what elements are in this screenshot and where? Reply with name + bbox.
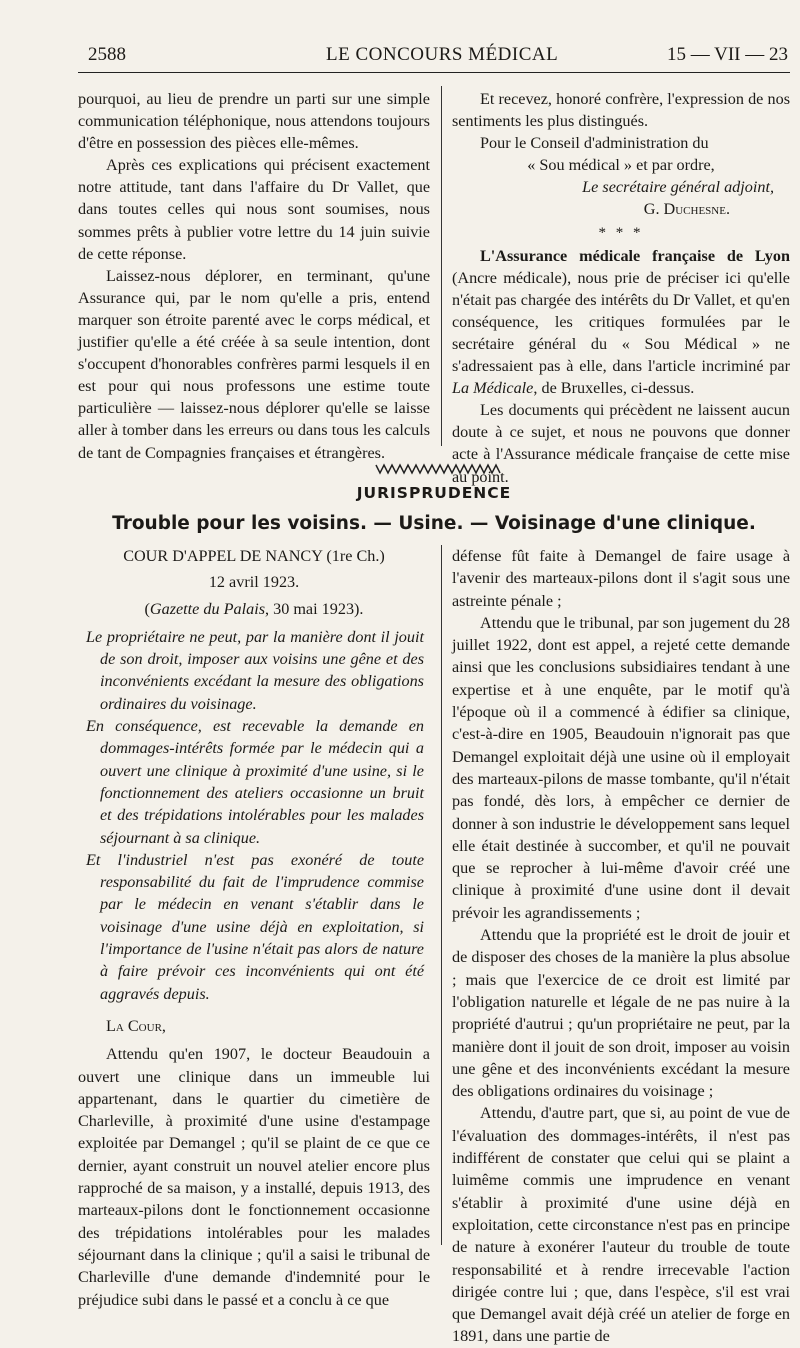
signatory-role: Le secrétaire général adjoint, [582, 178, 774, 197]
summary-paragraph: En conséquence, est recevable la demande en dommages-intérêts formée par le médecin qui a ouvert une clinique à proximité d'une usine, si le fonctionnement des ateliers occasionne un bruit et des trépidations intolérables pour les malades séjournant à sa clinique. [86, 717, 424, 847]
summary-paragraph: Le propriétaire ne peut, par la manière dont il jouit de son droit, imposer aux voisins une gêne et des inconvénients excédant la mesure des obligations ordinaires du voisinage. [86, 627, 424, 713]
publication-name: La Médicale [452, 379, 534, 398]
summary-paragraph: Et l'industriel n'est pas exonéré de toute responsabilité du fait de l'imprudence commise par le médecin en venant s'établir dans le voisinage d'une usine déjà en exploitation, si l'importance de l'usine n'était pas alors de nature à faire prévoir ces inconvénients qui ont été aggravés depuis. [86, 850, 424, 1003]
case-summary [78, 626, 430, 1005]
paragraph: Laissez-nous déplorer, en terminant, qu'une Assurance qui, par le nom qu'elle a pris, entend marquer son étroite parenté avec le corps médical, et justifier qu'elle a été créée à sa seule intention, dont s'occupent d'honorables confrères parmi lesquels il en est pour qui nous professons une estime toute particulière — laissez-nous déplorer qu'elle se laisse aller à tomber dans les erreurs ou dans tous les calculs de tant de Compagnies françaises et étrangères. [78, 266, 430, 462]
paragraph: Les documents qui précèdent ne laissent aucun doute à ce sujet, et nous ne pouvons que donner acte à l'Assurance médicale française de cette mise au point. [452, 401, 790, 486]
bottom-right-column [452, 545, 790, 1348]
closing-formula: Et recevez, honoré confrère, l'expression de nos sentiments les plus distingués. [452, 90, 790, 131]
decision-date: 12 avril 1923. [208, 573, 300, 592]
paragraph: Attendu que la propriété est le droit de jouir et de disposer des choses de la manière la plus absolue ; mais que l'exercice de ce droit est limité par l'obligation naturelle et légale de ne pas nuire à la propriété d'autrui ; qu'un propriétaire ne peut, par la manière dont il jouit de son droit, imposer au voisin une gêne et des inconvénients excédant la mesure des obligations ordinaires du voisinage ; [452, 926, 790, 1101]
asterism: * * * [598, 224, 644, 241]
header-rule [78, 72, 790, 73]
signature-line: « Sou médical » et par ordre, [527, 156, 715, 175]
paragraph-text: , de Bruxelles, ci-dessus. [533, 379, 695, 398]
paragraph: Après ces explications qui précisent exactement notre attitude, tant dans l'affaire du Dr Vallet, que dans toutes celles qui nous sont soumises, nous sommes prêts à publier votre lettre du 14 juin suivie de cette réponse. [78, 156, 430, 263]
paragraph: pourquoi, au lieu de prendre un parti sur une simple communication téléphonique, nous attendons toujours d'être en possession des pièces elle-mêmes. [78, 90, 430, 153]
paragraph: Attendu qu'en 1907, le docteur Beaudouin a ouvert une clinique dans un immeuble lui appartenant, dans le quartier du cimetière de Charleville, à proximité d'une usine d'estampage exploitée par Demangel ; qu'il se plaint de ce que ce dernier, ayant construit un nouvel atelier encore plus rapproché de sa maison, y a installé, depuis 1913, des marteaux-pilons dont le fonctionnement occasionne des trépidations intolérables pour les malades séjournant dans la clinique ; qu'il a saisi le tribunal de Charleville d'une demande d'indemnité pour le préjudice subi dans le passé et a conclu à ce que [78, 1045, 430, 1309]
bottom-left-column [78, 545, 430, 1311]
court-name: COUR D'APPEL DE NANCY (1re Ch.) [123, 547, 385, 565]
paragraph-lead: L'Assurance médicale française de Lyon [480, 246, 790, 265]
journal-title: LE CONCOURS MÉDICAL [326, 44, 559, 65]
source-name: Gazette du Palais [149, 599, 266, 618]
top-right-column [452, 88, 790, 488]
paragraph-text: (Ancre médicale), nous prie de préciser ici qu'elle n'était pas chargée des intérêts du Dr Vallet, et qu'en conséquence, les critiques formulées par le secrétaire général du « Sou Médical » ne s'adressaient pas à elle, dans l'article incriminé par [452, 268, 790, 376]
issue-date: 15 — VII — 23 [666, 44, 788, 65]
section-title: JURISPRUDENCE [356, 484, 512, 502]
paragraph: Attendu, d'autre part, que si, au point de vue de l'évaluation des dommages-intérêts, il n'est pas indifférent de constater que celui qui se plaint a luimême commis une imprudence en venant s'établir à proximité d'une usine déjà en exploitation, cette circonstance n'est pas en principe de nature à exonérer l'auteur du trouble de toute responsabilité et à rendre irrecevable l'action dirigée contre lui ; que, dans l'espèce, s'il est vrai que Demangel avait déjà créé un atelier de forge en 1891, dans une partie de [452, 1104, 790, 1346]
section-subtitle: Trouble pour les voisins. — Usine. — Voisinage d'une clinique. [112, 513, 756, 534]
signature-line: Pour le Conseil d'administration du [480, 134, 709, 153]
paragraph: Attendu que le tribunal, par son jugement du 28 juillet 1922, dont est appel, a rejeté cette demande ainsi que les conclusions subsidiaires tendant à une expertise et à une enquête, par le motif qu'à l'époque où il a commencé à édifier sa clinique, c'est-à-dire en 1905, Beaudouin n'ignorait pas que Demangel exploitait déjà une usine où il employait des marteaux-pilons de masse tombante, qu'il n'était pas fondé, dès lors, à empêcher ce dernier de donner à son industrie le développement sans lequel elle était destinée à succomber, et qu'il ne pouvait que se reprocher à lui-même d'avoir créé une clinique à proximité d'une usine dont il devait prévoir les agrandissements ; [452, 613, 790, 922]
page-number: 2588 [88, 44, 126, 65]
la-cour-heading: La Cour, [106, 1016, 166, 1035]
signatory-name: G. Duchesne. [643, 200, 730, 219]
page-header [88, 44, 788, 70]
paragraph [452, 245, 790, 400]
top-left-column [78, 88, 430, 464]
column-divider [441, 545, 442, 1245]
paragraph: défense fût faite à Demangel de faire usage à l'avenir des marteaux-pilons dont il s'agit sous une astreinte pénale ; [452, 547, 790, 610]
column-divider [441, 86, 442, 446]
ornament-separator [376, 462, 500, 476]
decision-source: (Gazette du Palais, 30 mai 1923). [144, 599, 364, 618]
